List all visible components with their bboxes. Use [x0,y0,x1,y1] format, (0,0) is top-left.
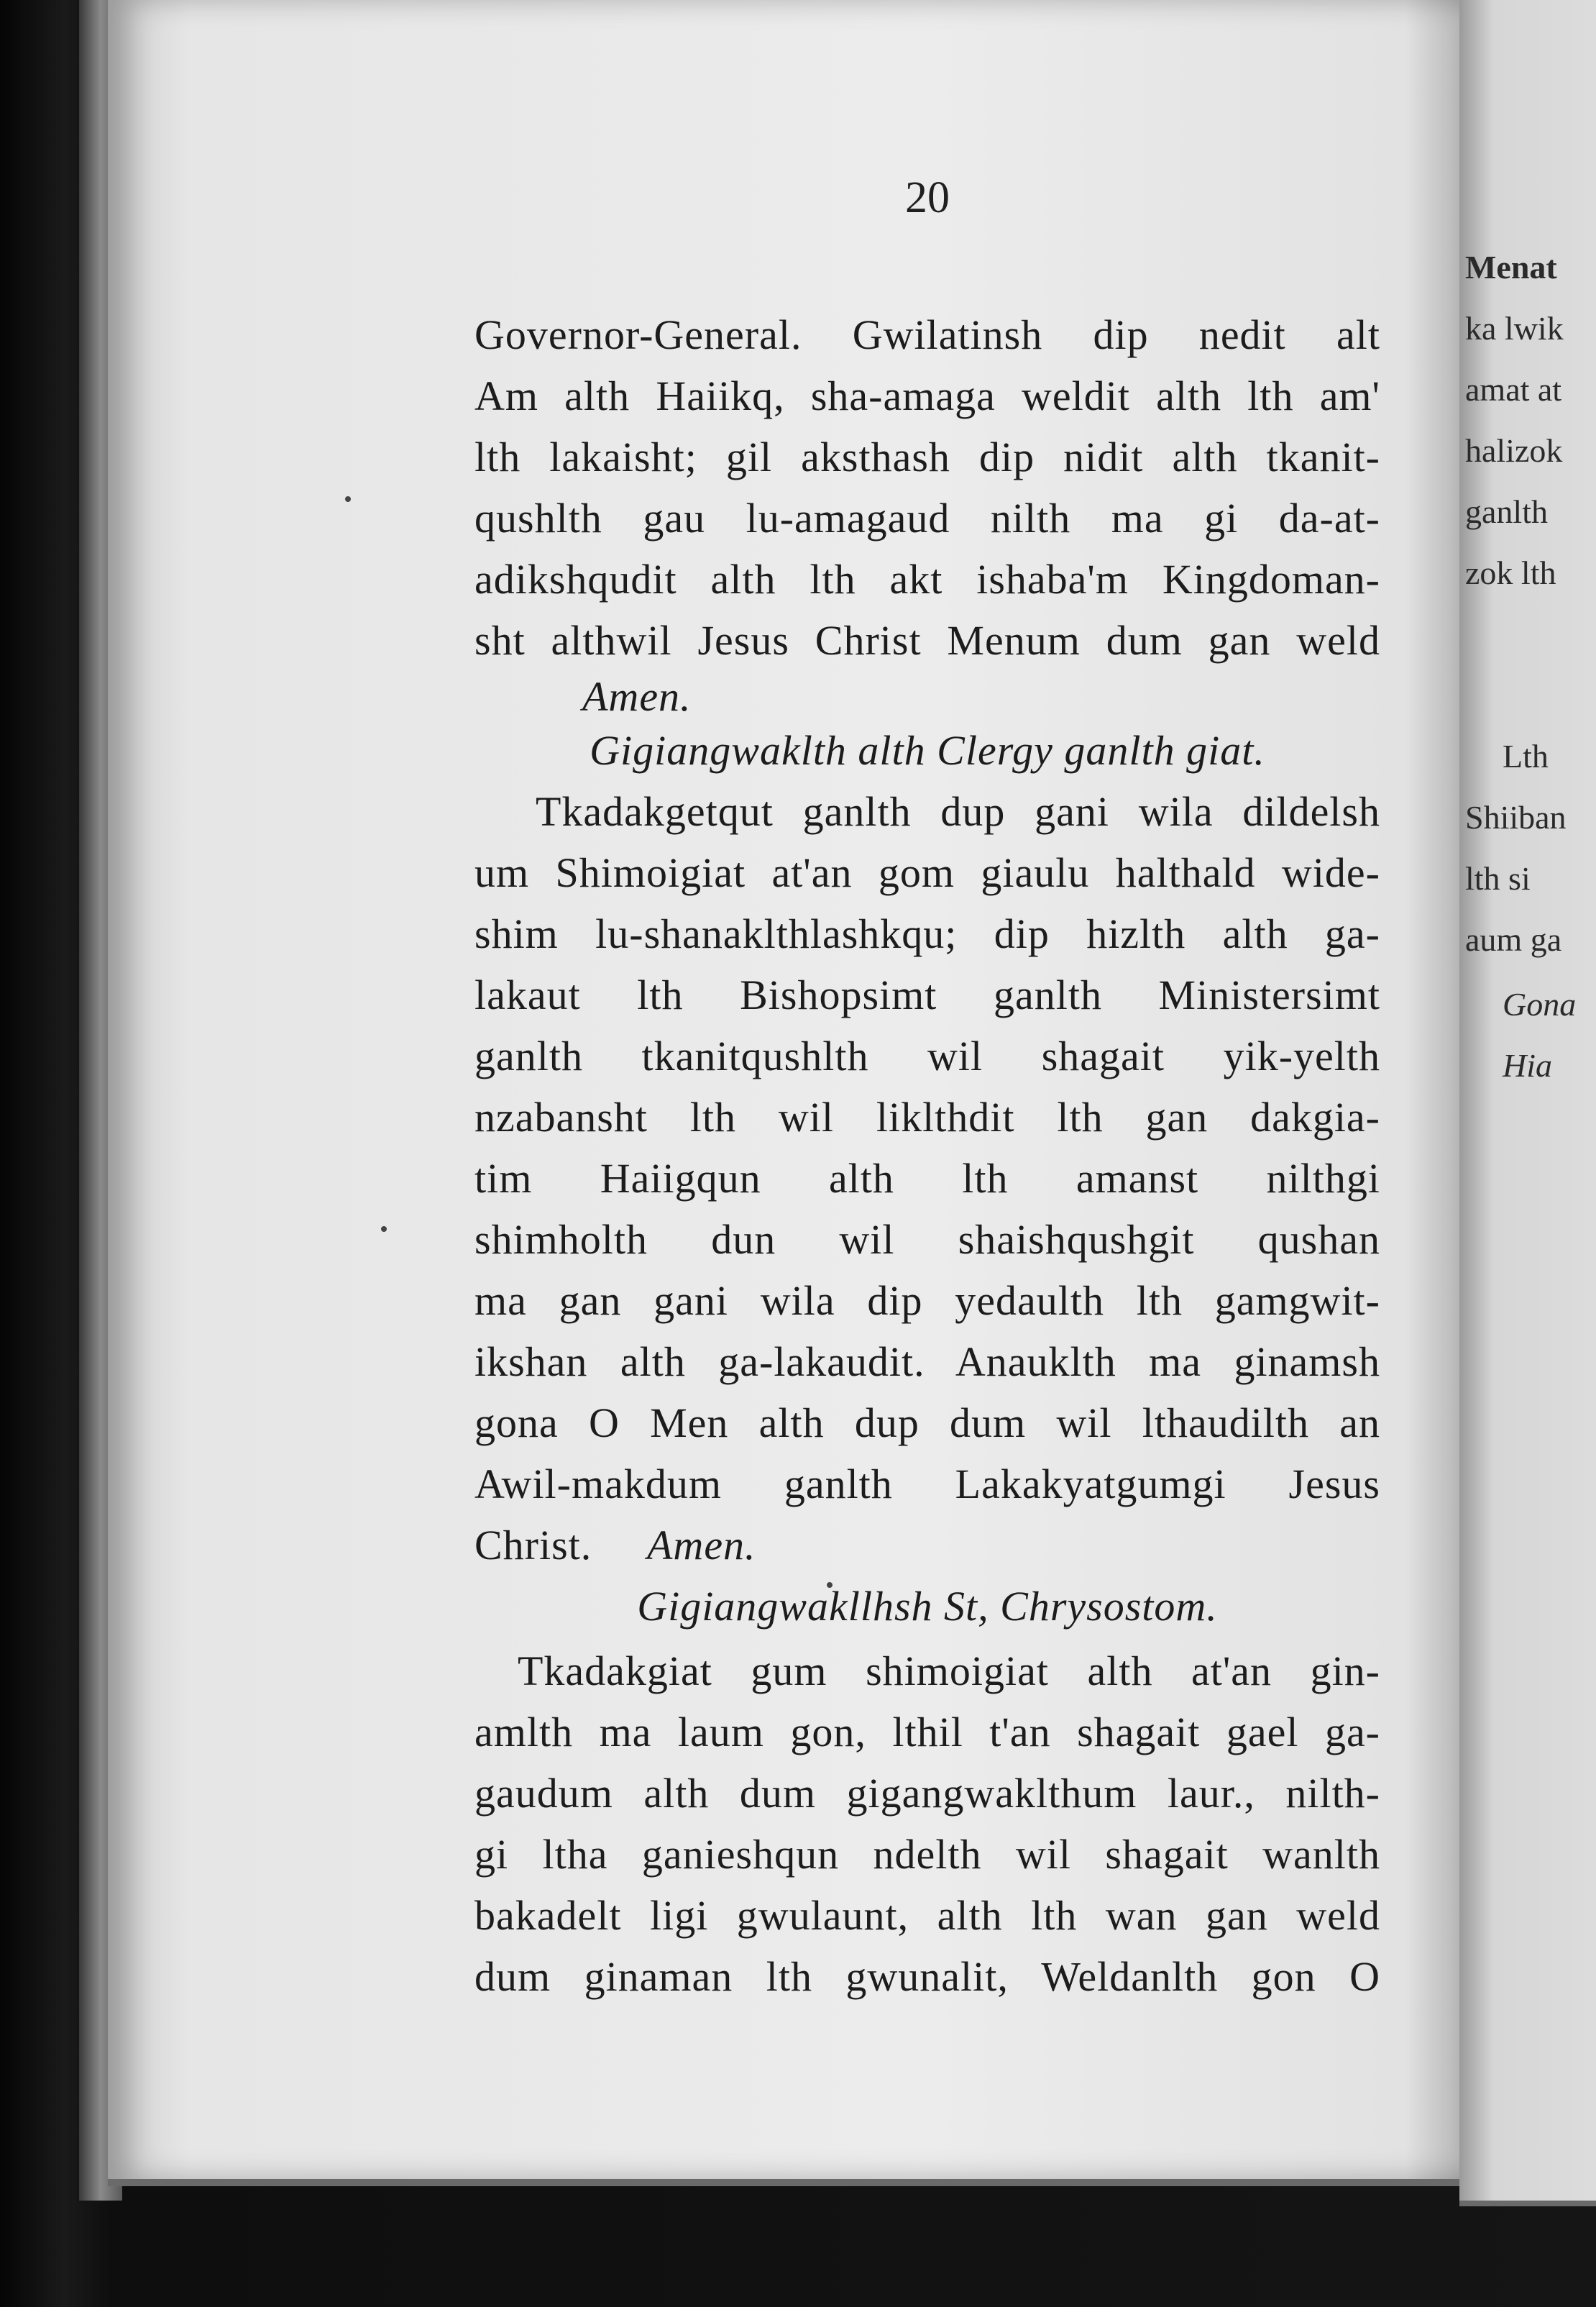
facing-text: zok lth [1465,554,1556,591]
text-line: amlth ma laum gon, lthil t'an shagait gael ga- [474,1709,1380,1755]
text-line: Tkadakgiat gum shimoigiat alth at'an gin- [518,1648,1380,1694]
text-line: Tkadakgetqut ganlth dup gani wila dildelsh [536,788,1380,835]
text-line: gaudum alth dum gigangwaklthum laur., nilth- [474,1770,1380,1817]
facing-page [1459,0,1596,2206]
text-line: gi ltha ganieshqun ndelth wil shagait wanlth [474,1831,1380,1878]
section-heading: Gigiangwakllhsh St, Chrysostom. [637,1583,1218,1630]
text-line: shimholth dun wil shaishqushgit qushan [474,1216,1380,1263]
facing-text: Menat [1465,249,1557,285]
text-line: Christ. [474,1522,592,1568]
text-line: ganlth tkanitqushlth wil shagait yik-yelth [474,1033,1380,1079]
text-line: sht althwil Jesus Christ Menum dum gan weld [474,617,1380,664]
facing-text: Lth [1503,738,1549,775]
text-line: um Shimoigiat at'an gom giaulu halthald wide- [474,849,1380,896]
text-line: ikshan alth ga-lakaudit. Anauklth ma ginamsh [474,1338,1380,1385]
amen-text: Amen. [647,1522,756,1568]
section-heading: Gigiangwaklth alth Clergy ganlth giat. [590,727,1265,774]
text-line: bakadelt ligi gwulaunt, alth lth wan gan weld [474,1892,1380,1939]
text-line: qushlth gau lu-amagaud nilth ma gi da-at- [474,495,1380,542]
text-line: Awil-makdum ganlth Lakakyatgumgi Jesus [474,1461,1380,1507]
facing-text: lth si [1465,860,1531,897]
text-line: Governor-General. Gwilatinsh dip nedit alt [474,311,1380,358]
facing-text: Shiiban [1465,799,1567,836]
facing-text: ganlth [1465,493,1548,530]
text-line: shim lu-shanaklthlashkqu; dip hizlth alth ga- [474,910,1380,957]
text-line: nzabansht lth wil liklthdit lth gan dakgia- [474,1094,1380,1141]
text-line: lth lakaisht; gil aksthash dip nidit alth tkanit- [474,434,1380,480]
page-number: 20 [905,173,950,222]
facing-text: halizok [1465,432,1563,469]
text-line: gona O Men alth dup dum wil lthaudilth an [474,1399,1380,1446]
paper-speck [345,496,351,502]
text-line: dum ginaman lth gwunalit, Weldanlth gon O [474,1953,1380,2000]
facing-text: Hia [1503,1047,1552,1084]
facing-text: aum ga [1465,921,1562,958]
paper-speck [381,1226,387,1232]
facing-text: ka lwik [1465,310,1564,347]
text-line: lakaut lth Bishopsimt ganlth Ministersimt [474,972,1380,1018]
facing-text: Gona [1503,986,1577,1023]
text-line: Am alth Haiikq, sha-amaga weldit alth lth am' [474,373,1380,419]
text-line: adikshqudit alth lth akt ishaba'm Kingdoman- [474,556,1380,603]
facing-text: amat at [1465,371,1562,408]
text-line: ma gan gani wila dip yedaulth lth gamgwit- [474,1277,1380,1324]
amen-text: Amen. [582,673,692,720]
text-line: tim Haiigqun alth lth amanst nilthgi [474,1155,1380,1202]
